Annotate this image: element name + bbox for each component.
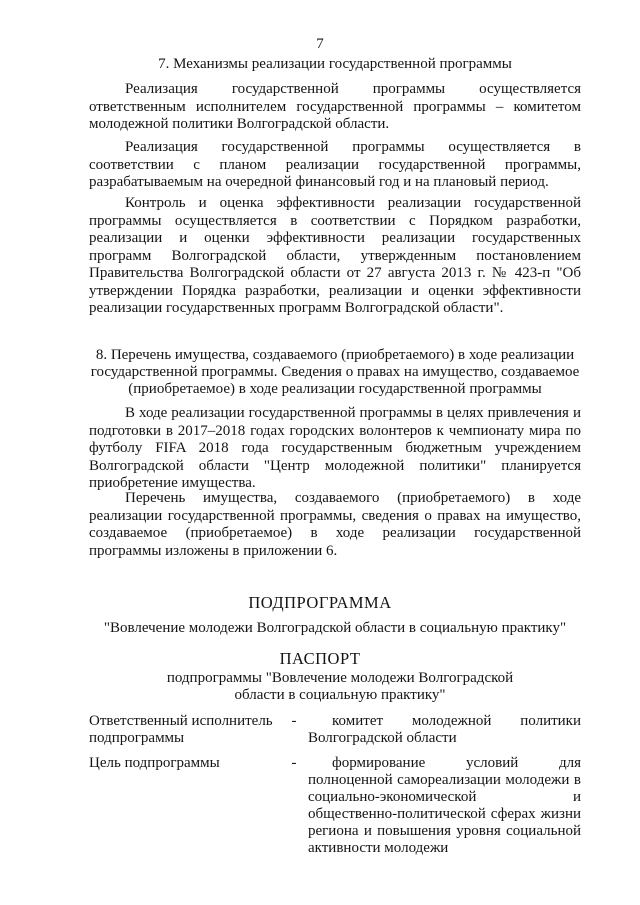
passport-row-goal — [89, 755, 581, 857]
passport-title: ПАСПОРТ — [279, 649, 361, 668]
section-8-heading: 8. Перечень имущества, создаваемого (приобретаемого) в ходе реализации государственной программы. Сведения о правах на имущество, создаваемое (приобретаемое) в ходе реализации государственной программы — [90, 347, 580, 397]
passport-row-responsible — [89, 713, 581, 755]
passport-row-label: Цель подпрограммы — [89, 755, 220, 771]
subprogram-name: "Вовлечение молодежи Волгоградской области в социальную практику" — [103, 620, 567, 636]
passport-row-value: комитет молодежной политики Волгоградской области — [308, 713, 581, 746]
section-7-paragraph-3: Контроль и оценка эффективности реализации государственной программы осуществляется в соответствии с Порядком разработки, реализации и оценки эффективности реализации государственных программ Волгоградской области, утвержденным постановлением Правительства Волгоградской области от 27 августа 2013 г. № 423-п "Об утверждении Порядка разработки, реализации и оценки эффективности реализации государственных программ Волгоградской области". — [89, 195, 581, 316]
passport-subtitle: подпрограммы "Вовлечение молодежи Волгоградской области в социальную практику" — [166, 670, 514, 703]
passport-row-dash: - — [291, 755, 297, 771]
section-7-paragraph-2: Реализация государственной программы осуществляется в соответствии с планом реализации государственной программы, разрабатываемым на очередной финансовый год и на плановый период. — [89, 139, 581, 190]
section-7-paragraph-1: Реализация государственной программы осуществляется ответственным исполнителем государственной программы – комитетом молодежной политики Волгоградской области. — [89, 81, 581, 132]
section-7-heading: 7. Механизмы реализации государственной программы — [158, 56, 512, 72]
page-number: 7 — [316, 36, 324, 52]
section-8-paragraph-2: Перечень имущества, создаваемого (приобретаемого) в ходе реализации государственной программы, сведения о правах на имущество, создаваемое (приобретаемое) в ходе реализации государственной программы изложены в приложении 6. — [89, 490, 581, 559]
passport-row-dash: - — [291, 713, 297, 729]
passport-table — [89, 713, 581, 857]
passport-row-value: формирование условий для полноценной самореализации молодежи в социально-экономической и общественно-политической сферах жизни региона и повышения уровня социальной активности молодежи — [308, 755, 581, 856]
passport-row-label: Ответственный исполнитель подпрограммы — [89, 713, 273, 746]
subprogram-title: ПОДПРОГРАММА — [248, 593, 392, 612]
section-8-paragraph-1: В ходе реализации государственной программы в целях привлечения и подготовки в 2017–2018 годах городских волонтеров к чемпионату мира по футболу FIFA 2018 года государственным бюджетным учреждением Волгоградской области "Центр молодежной политики" планируется приобретение имущества. — [89, 405, 581, 491]
